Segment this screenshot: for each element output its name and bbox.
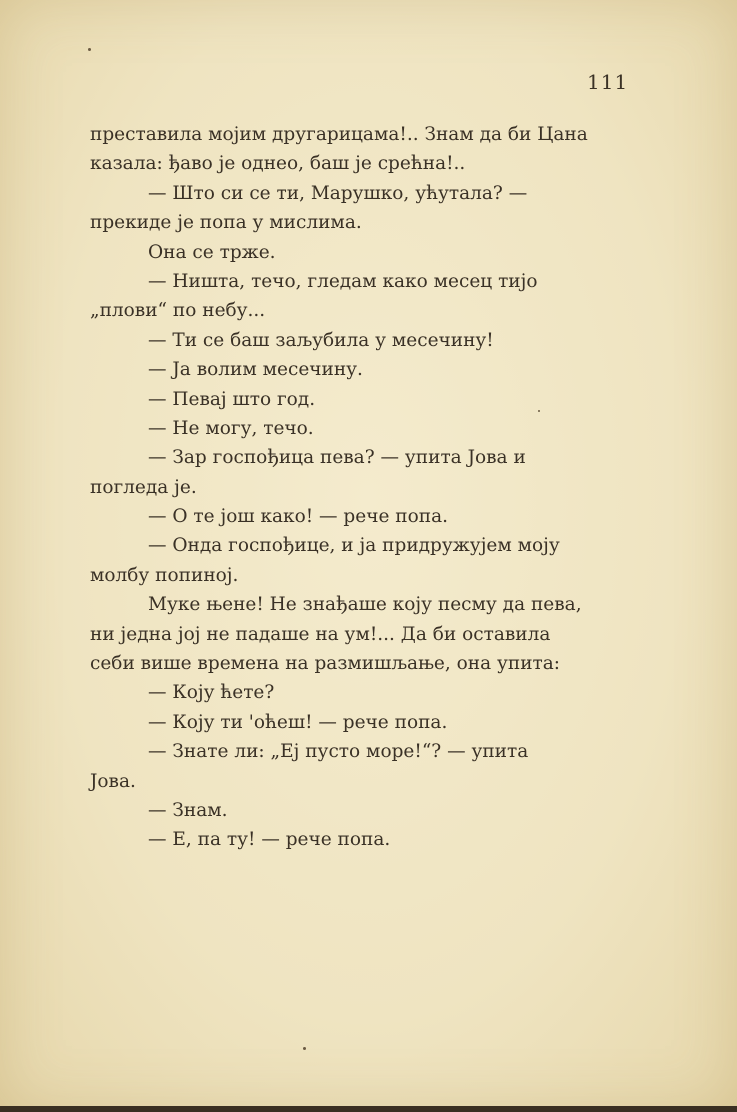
text-line: — Знам. — [148, 799, 228, 821]
paper-speck — [538, 410, 540, 412]
text-line: — Е, па ту! — рече попа. — [148, 829, 391, 851]
text-line: — Не могу, течо. — [148, 417, 314, 439]
text-line: преставила мојим другарицама!.. Знам да би Цана — [90, 124, 588, 145]
text-line: — Онда госпођице, и ја придружујем моју — [148, 535, 560, 557]
text-line: — Ти се баш заљубила у месечину! — [148, 329, 494, 351]
text-line: — Ништа, течо, гледам како месец тијо — [148, 270, 538, 292]
text-line: прекиде је попа у мислима. — [90, 212, 362, 234]
text-line: Муке њене! Не знађаше коју песму да пева, — [148, 594, 582, 616]
text-line: молбу попиној. — [90, 564, 239, 586]
text-line: — Што си се ти, Марушко, ућутала? — — [148, 182, 528, 204]
text-line: погледа је. — [90, 476, 197, 498]
page-number: 111 — [587, 70, 629, 94]
text-line: — Знате ли: „Еј пусто море!“? — упита — [148, 741, 529, 763]
text-line: — Зар госпођица пева? — упита Јова и — [148, 447, 526, 469]
text-line: ни једна јој не падаше на ум!... Да би оставила — [90, 623, 551, 645]
text-line: Јова. — [90, 770, 136, 792]
text-line: — Ја волим месечину. — [148, 359, 363, 381]
text-line: — Коју ћете? — [148, 682, 275, 704]
paper-speck — [303, 1047, 306, 1050]
text-line: — Коју ти 'оћеш! — рече попа. — [148, 711, 448, 733]
text-line: „плови“ по небу... — [90, 300, 266, 322]
text-line: Она се трже. — [148, 241, 276, 263]
body-text — [90, 124, 630, 859]
paper-speck — [88, 48, 91, 51]
text-line: казала: ђаво је однео, баш је срећна!.. — [90, 153, 466, 175]
page-edge — [0, 1106, 737, 1112]
text-line: — О те још како! — рече попа. — [148, 506, 448, 528]
text-line: — Певај што год. — [148, 388, 316, 410]
text-line: себи више времена на размишљање, она упита: — [90, 653, 561, 675]
